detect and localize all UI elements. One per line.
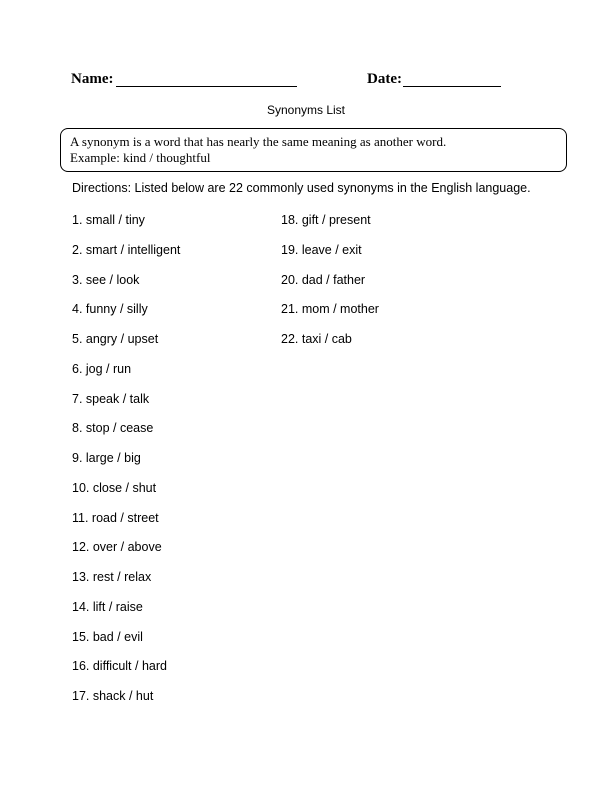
- list-item: 1. small / tiny: [72, 213, 145, 227]
- synonym-list-column-1: [72, 210, 180, 716]
- list-item: 13. rest / relax: [72, 570, 152, 584]
- list-item: 18. gift / present: [281, 213, 371, 227]
- definition-box: [60, 128, 567, 172]
- page-title: Synonyms List: [266, 103, 346, 117]
- definition-text: A synonym is a word that has nearly the same meaning as another word.: [70, 134, 447, 149]
- list-item: 10. close / shut: [72, 480, 157, 495]
- list-item: 11. road / street: [72, 510, 159, 525]
- date-field-line[interactable]: [403, 86, 501, 87]
- list-item: 20. dad / father: [281, 272, 366, 287]
- list-item: 4. funny / silly: [72, 302, 148, 317]
- example-text: Example: kind / thoughtful: [70, 150, 211, 165]
- list-item: 5. angry / upset: [72, 332, 159, 346]
- list-item: 19. leave / exit: [281, 242, 362, 257]
- list-item: 21. mom / mother: [281, 302, 379, 317]
- list-item: 14. lift / raise: [72, 599, 143, 614]
- name-label: Name:: [71, 71, 114, 87]
- list-item: 2. smart / intelligent: [72, 242, 181, 257]
- synonym-list-column-2: [281, 210, 379, 359]
- name-field-line[interactable]: [116, 86, 297, 87]
- list-item: 12. over / above: [72, 540, 162, 555]
- list-item: 6. jog / run: [72, 361, 132, 376]
- list-item: 8. stop / cease: [72, 421, 154, 436]
- directions-text: Directions: Listed below are 22 commonly used synonyms in the English language.: [72, 181, 531, 195]
- list-item: 9. large / big: [72, 451, 141, 465]
- list-item: 16. difficult / hard: [72, 659, 167, 674]
- list-item: 15. bad / evil: [72, 629, 143, 644]
- date-label: Date:: [367, 71, 402, 87]
- list-item: 17. shack / hut: [72, 689, 154, 703]
- list-item: 7. speak / talk: [72, 391, 150, 406]
- list-item: 3. see / look: [72, 272, 140, 287]
- list-item: 22. taxi / cab: [281, 332, 352, 346]
